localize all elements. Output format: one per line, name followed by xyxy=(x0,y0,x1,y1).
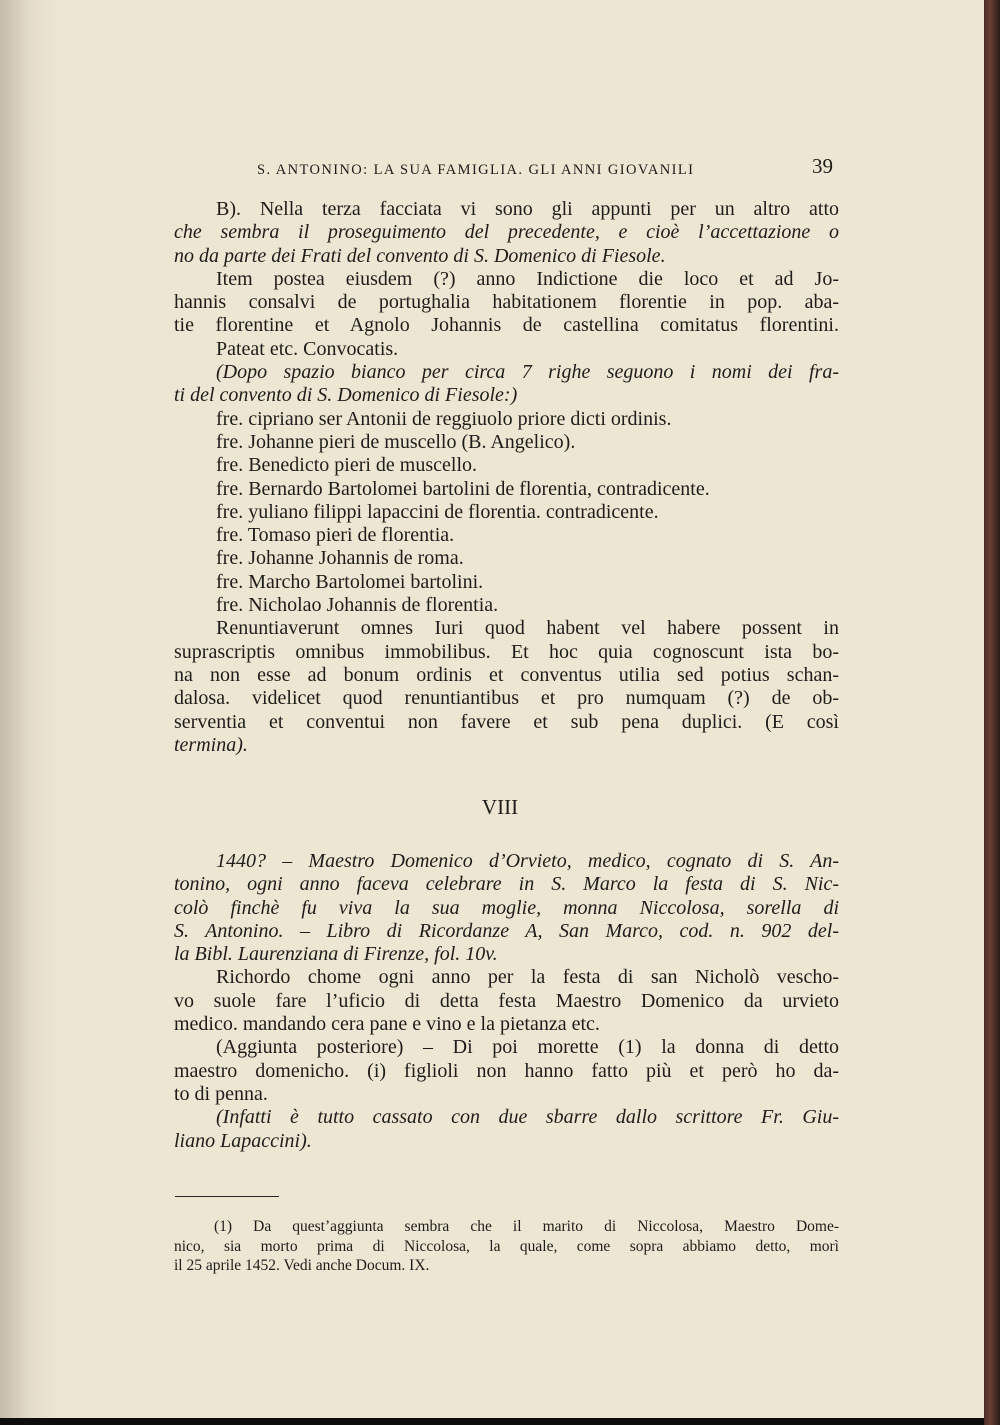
text-line: liano Lapaccini). xyxy=(174,1129,312,1152)
line-content: B). Nella terza facciata vi sono gli appunti per un altro atto xyxy=(216,198,839,220)
text-line: Renuntiaverunt omnes Iuri quod habent vel habere possent in xyxy=(216,617,839,640)
text-line: tonino, ogni anno faceva celebrare in S. Marco la festa di S. Nic- xyxy=(174,873,839,896)
page-number: 39 xyxy=(812,154,833,178)
running-head: S. ANTONINO: LA SUA FAMIGLIA. GLI ANNI GIOVANILI xyxy=(257,162,695,178)
text-line: Pateat etc. Convocatis. xyxy=(216,337,399,360)
list-item: fre. Marcho Bartolomei bartolini. xyxy=(216,570,484,593)
list-item: fre. Johanne pieri de muscello (B. Angelico). xyxy=(216,430,576,453)
text-line xyxy=(174,198,839,221)
list-item: fre. cipriano ser Antonii de reggiuolo priore dicti ordinis. xyxy=(216,407,672,430)
section-viii-text xyxy=(174,850,839,1153)
text-line: Item postea eiusdem (?) anno Indictione die loco et ad Jo- xyxy=(216,267,839,290)
page-header xyxy=(0,150,1000,180)
text-line: la Bibl. Laurenziana di Firenze, fol. 10v. xyxy=(174,943,498,966)
text-line: 1440? – Maestro Domenico d’Orvieto, medico, cognato di S. An- xyxy=(216,850,839,872)
text-line: suprascriptis omnibus immobilibus. Et hoc quia cognoscunt ista bo- xyxy=(174,640,839,663)
text-line: (Dopo spazio bianco per circa 7 righe seguono i nomi dei fra- xyxy=(216,361,839,384)
text-line: vo suole fare l’uficio di detta festa Maestro Domenico da urvieto xyxy=(174,989,839,1012)
text-line: na non esse ad bonum ordinis et conventus utilia sed potius schan- xyxy=(174,663,839,686)
footnote-rule xyxy=(175,1196,279,1197)
footnote-line: nico, sia morto prima di Niccolosa, la quale, come sopra abbiamo detto, morì xyxy=(174,1237,839,1255)
text-line: dalosa. videlicet quod renuntiantibus et pro numquam (?) de ob- xyxy=(174,687,839,710)
list-item: fre. Tomaso pieri de florentia. xyxy=(216,524,455,547)
text-line: medico. mandando cera pane e vino e la pietanza etc. xyxy=(174,1013,600,1036)
text-line: che sembra il proseguimento del precedente, e cioè l’accettazione o xyxy=(174,221,839,244)
list-item: fre. Benedicto pieri de muscello. xyxy=(216,454,478,477)
text-line: no da parte dei Frati del convento di S. Domenico di Fiesole. xyxy=(174,244,666,267)
section-b-text xyxy=(174,198,839,757)
text-line: termina). xyxy=(174,733,248,756)
text-line: (Aggiunta posteriore) – Di poi morette (1) la donna di detto xyxy=(216,1036,839,1059)
text-line: to di penna. xyxy=(174,1082,268,1105)
text-line: (Infatti è tutto cassato con due sbarre dallo scrittore Fr. Giu- xyxy=(216,1106,839,1129)
text-line: hannis consalvi de portughalia habitationem florentie in pop. aba- xyxy=(174,291,839,314)
list-item: fre. yuliano filippi lapaccini de florentia. contradicente. xyxy=(216,500,659,523)
footnote-line: il 25 aprile 1452. Vedi anche Docum. IX. xyxy=(174,1257,430,1274)
text-line: serventia et conventui non favere et sub pena duplici. (E così xyxy=(174,710,839,733)
list-item: fre. Johanne Johannis de roma. xyxy=(216,547,464,570)
text-line: maestro domenicho. (i) figlioli non hanno fatto più et però ho da- xyxy=(174,1059,839,1082)
book-page-edge xyxy=(984,0,1000,1425)
text-line: tie florentine et Agnolo Johannis de castellina comitatus florentini. xyxy=(174,314,839,337)
text-line: ti del convento di S. Domenico di Fiesole:) xyxy=(174,384,518,407)
list-item: fre. Nicholao Johannis de florentia. xyxy=(216,594,499,617)
text-line: colò finchè fu viva la sua moglie, monna Niccolosa, sorella di xyxy=(174,896,839,919)
section-heading: VIII xyxy=(481,795,519,819)
footnote-line: (1) Da quest’aggiunta sembra che il marito di Niccolosa, Maestro Dome- xyxy=(214,1218,839,1235)
footnote xyxy=(174,1218,839,1277)
text-line: Richordo chome ogni anno per la festa di san Nicholò vescho- xyxy=(216,966,839,989)
text-line: S. Antonino. – Libro di Ricordanze A, San Marco, cod. n. 902 del- xyxy=(174,919,839,942)
list-item: fre. Bernardo Bartolomei bartolini de florentia, contradicente. xyxy=(216,477,710,500)
